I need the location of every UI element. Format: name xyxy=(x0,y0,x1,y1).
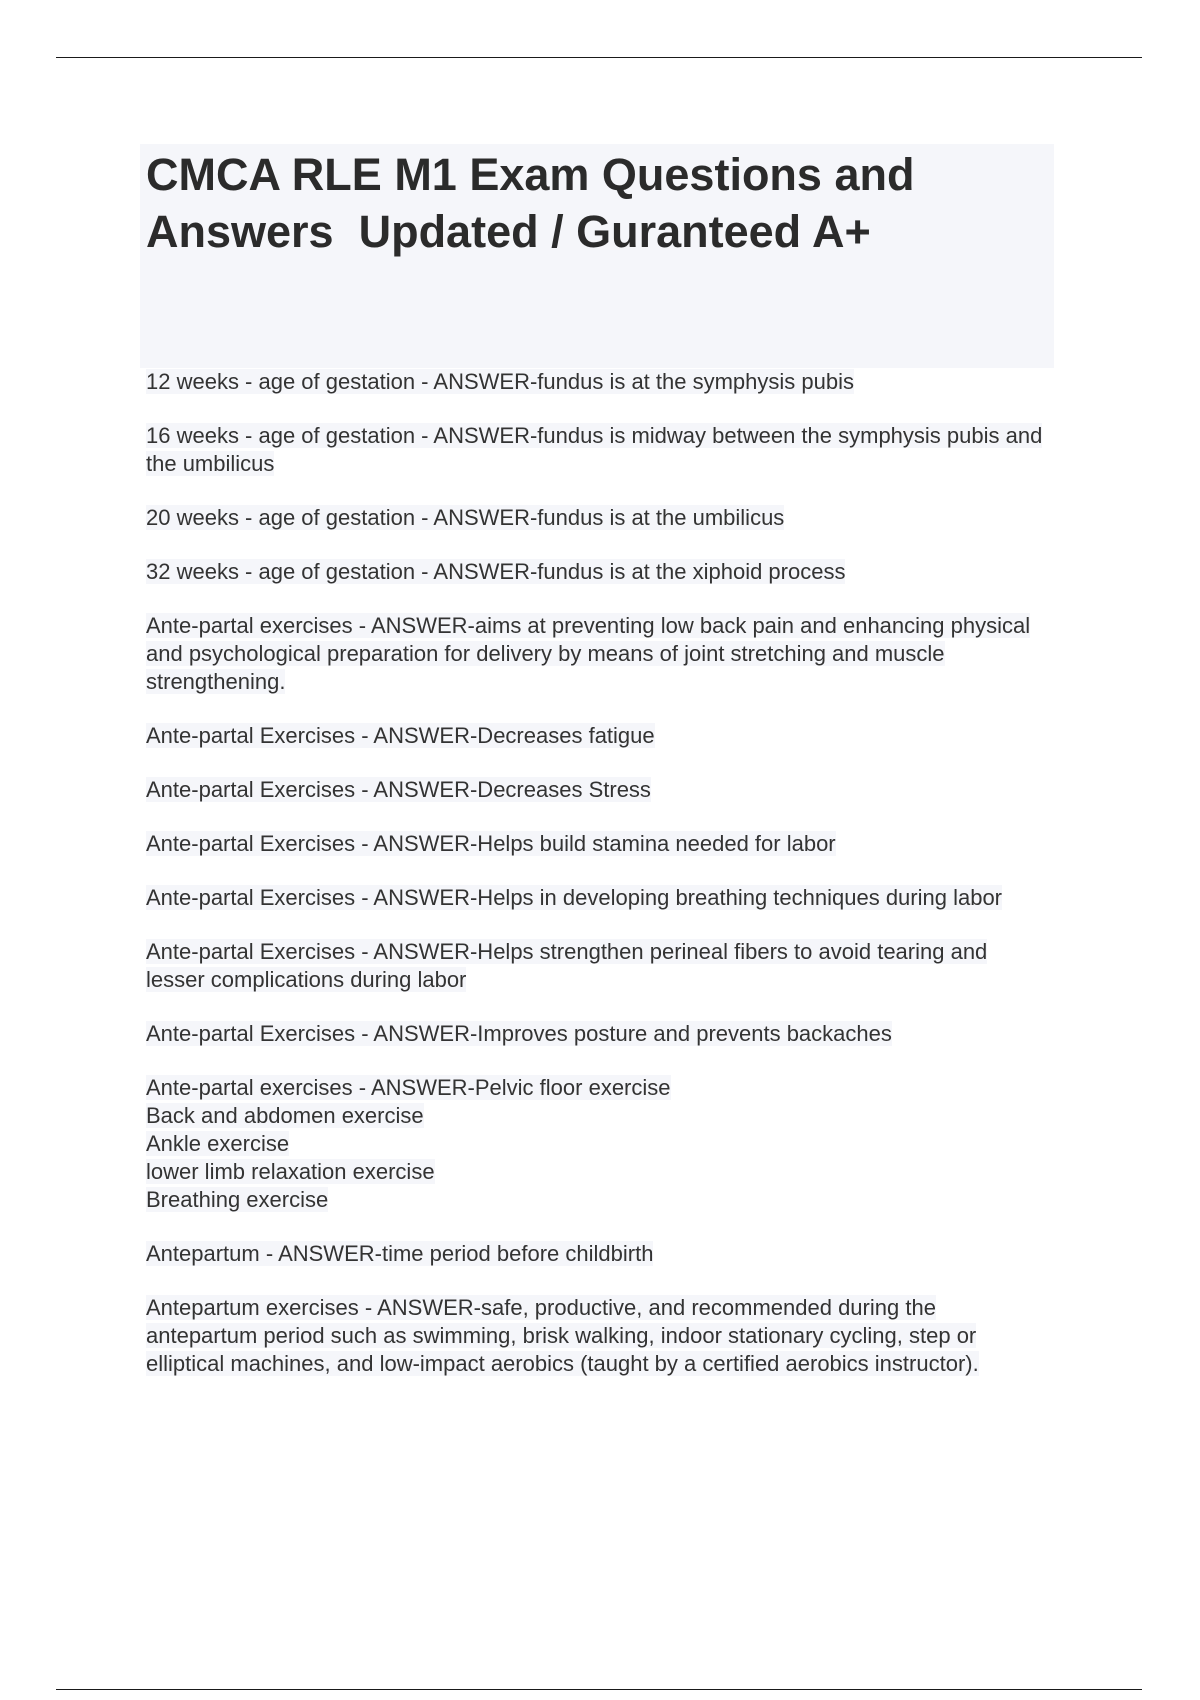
title-block xyxy=(140,144,1054,368)
qa-entry-text: Antepartum - ANSWER-time period before childbirth xyxy=(146,1241,654,1266)
qa-entry-line xyxy=(146,1130,1046,1158)
qa-entry-line-text: Ante-partal exercises - ANSWER-Pelvic floor exercise xyxy=(146,1075,671,1100)
qa-entry-line xyxy=(146,1102,1046,1130)
qa-entry xyxy=(146,884,1046,912)
qa-entry-line-text: lower limb relaxation exercise xyxy=(146,1159,435,1184)
qa-entry xyxy=(146,612,1046,696)
qa-entry xyxy=(146,1020,1046,1048)
qa-entry-text: 16 weeks - age of gestation - ANSWER-fundus is midway between the symphysis pubis and the umbilicus xyxy=(146,423,1043,476)
qa-entry-text: 32 weeks - age of gestation - ANSWER-fundus is at the xiphoid process xyxy=(146,559,846,584)
qa-entry-text: Ante-partal Exercises - ANSWER-Helps in developing breathing techniques during labor xyxy=(146,885,1003,910)
qa-entry-text: 20 weeks - age of gestation - ANSWER-fundus is at the umbilicus xyxy=(146,505,785,530)
qa-entry xyxy=(146,1294,1046,1378)
qa-entry-text: Ante-partal Exercises - ANSWER-Helps build stamina needed for labor xyxy=(146,831,836,856)
document-title: CMCA RLE M1 Exam Questions and Answers Updated / Guranteed A+ xyxy=(146,149,926,257)
qa-entry-text: Ante-partal exercises - ANSWER-aims at preventing low back pain and enhancing physical and psychological preparation for delivery by means of joint stretching and muscle strengthening. xyxy=(146,613,1031,694)
qa-entry-text: Antepartum exercises - ANSWER-safe, productive, and recommended during the antepartum period such as swimming, brisk walking, indoor stationary cycling, step or elliptical machines, and low-impact aerobics (taught by a certified aerobics instructor). xyxy=(146,1295,979,1376)
qa-entry-text: Ante-partal Exercises - ANSWER-Decreases fatigue xyxy=(146,723,655,748)
qa-entry xyxy=(146,830,1046,858)
qa-entry xyxy=(146,368,1046,396)
qa-entry-text: 12 weeks - age of gestation - ANSWER-fundus is at the symphysis pubis xyxy=(146,369,854,394)
qa-entry xyxy=(146,722,1046,750)
qa-entry xyxy=(146,558,1046,586)
qa-entry-text: Ante-partal Exercises - ANSWER-Helps strengthen perineal fibers to avoid tearing and lesser complications during labor xyxy=(146,939,988,992)
qa-entry-line xyxy=(146,1074,1046,1102)
qa-entry-text: Ante-partal Exercises - ANSWER-Improves posture and prevents backaches xyxy=(146,1021,892,1046)
qa-entry-line-text: Back and abdomen exercise xyxy=(146,1103,424,1128)
qa-entry xyxy=(146,504,1046,532)
qa-entry-list xyxy=(146,1074,1046,1214)
qa-entry-line xyxy=(146,1186,1046,1214)
qa-entry xyxy=(146,938,1046,994)
qa-entry xyxy=(146,1240,1046,1268)
qa-entry-line-text: Breathing exercise xyxy=(146,1187,329,1212)
qa-list xyxy=(146,368,1046,1404)
qa-entry-text: Ante-partal Exercises - ANSWER-Decreases Stress xyxy=(146,777,651,802)
header-rule xyxy=(56,57,1142,58)
qa-entry-line xyxy=(146,1158,1046,1186)
footer-rule xyxy=(56,1689,1142,1690)
qa-entry xyxy=(146,776,1046,804)
qa-entry xyxy=(146,422,1046,478)
qa-entry-line-text: Ankle exercise xyxy=(146,1131,290,1156)
